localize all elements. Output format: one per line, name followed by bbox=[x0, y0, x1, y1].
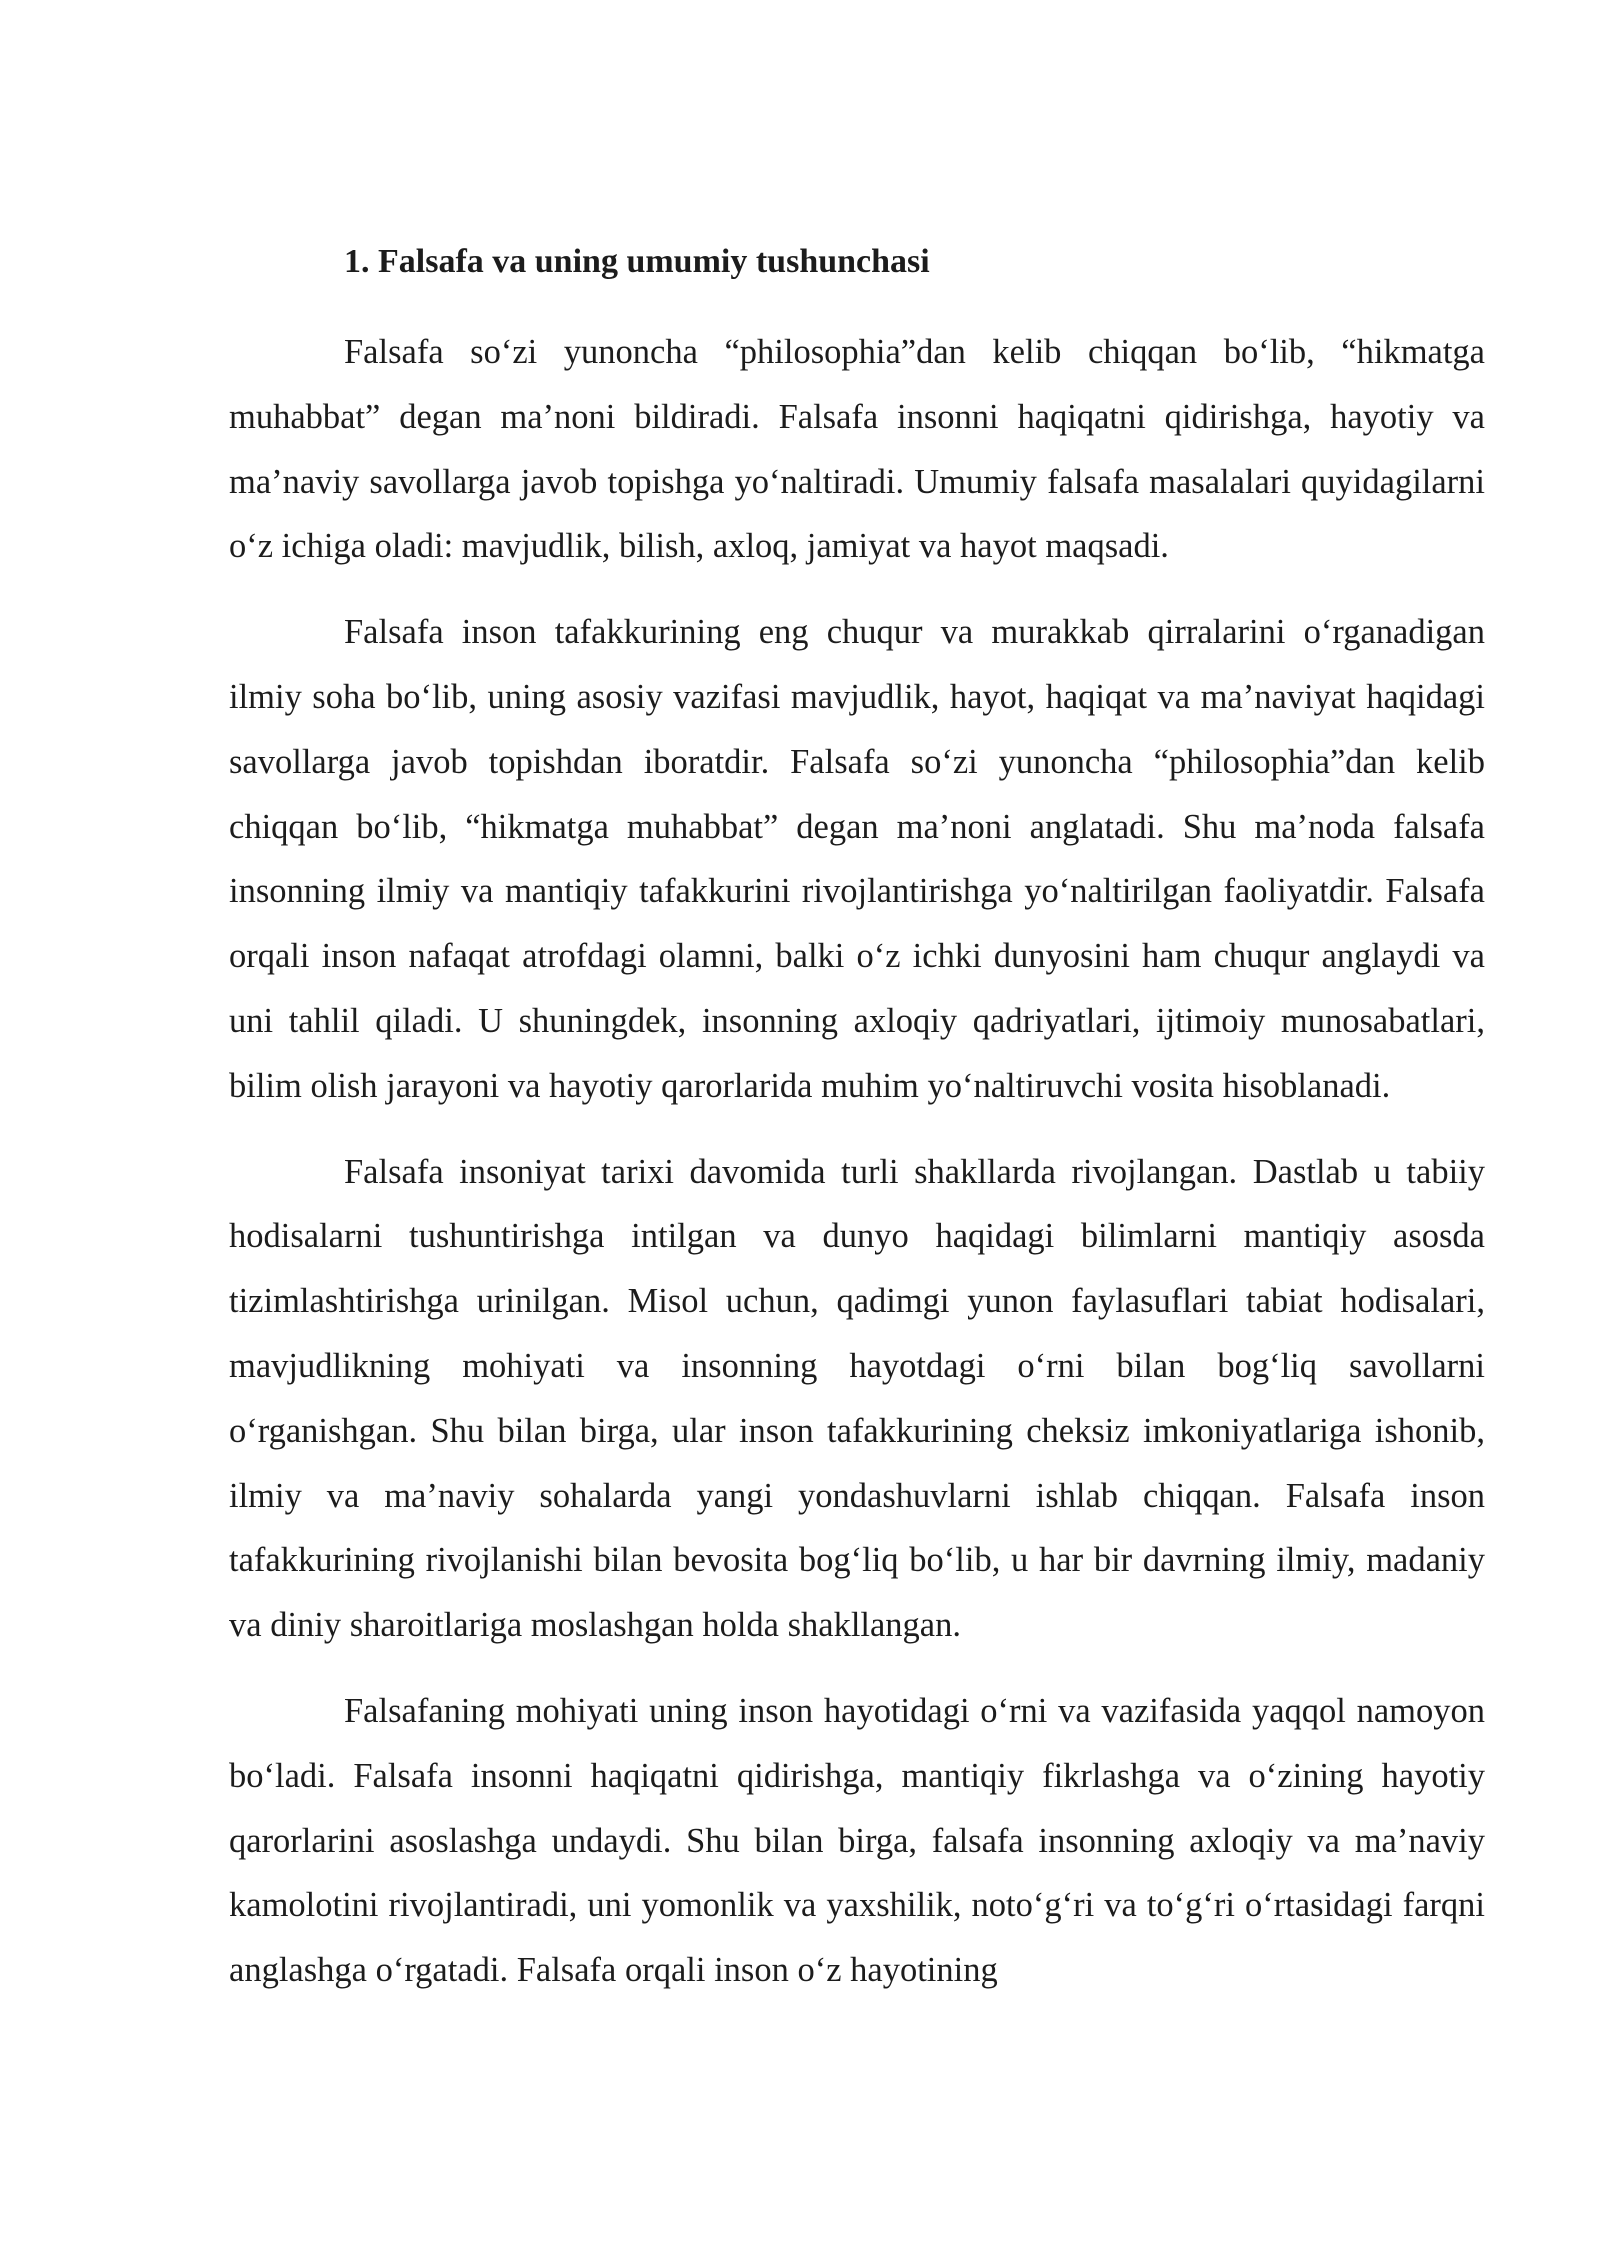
paragraph-3: Falsafa insoniyat tarixi davomida turli shakllarda rivojlangan. Dastlab u tabiiy hodisalarni tushuntirishga intilgan va dunyo haqidagi bilimlarni mantiqiy asosda tizimlashtirishga urinilgan. Misol uchun, qadimgi yunon faylasuflari tabiat hodisalari, mavjudlikning mohiyati va insonning hayotdagi o‘rni bilan bog‘liq savollarni o‘rganishgan. Shu bilan birga, ular inson tafakkurining cheksiz imkoniyatlariga ishonib, ilmiy va ma’naviy sohalarda yangi yondashuvlarni ishlab chiqqan. Falsafa inson tafakkurining rivojlanishi bilan bevosita bog‘liq bo‘lib, u har bir davrning ilmiy, madaniy va diniy sharoitlariga moslashgan holda shakllangan. bbox=[229, 1152, 1485, 1645]
paragraph-1: Falsafa so‘zi yunoncha “philosophia”dan kelib chiqqan bo‘lib, “hikmatga muhabbat” degan ma’noni bildiradi. Falsafa insonni haqiqatni qidirishga, hayotiy va ma’naviy savollarga javob topishga yo‘naltiradi. Umumiy falsafa masalalari quyidagilarni o‘z ichiga oladi: mavjudlik, bilish, axloq, jamiyat va hayot maqsadi. bbox=[229, 333, 1485, 566]
section-heading: 1. Falsafa va uning umumiy tushunchasi bbox=[344, 243, 930, 280]
paragraph-4: Falsafaning mohiyati uning inson hayotidagi o‘rni va vazifasida yaqqol namoyon bo‘ladi. Falsafa insonni haqiqatni qidirishga, mantiqiy fikrlashga va o‘zining hayotiy qarorlarini asoslashga undaydi. Shu bilan birga, falsafa insonning axloqiy va ma’naviy kamolotini rivojlantiradi, uni yomonlik va yaxshilik, noto‘g‘ri va to‘g‘ri o‘rtasidagi farqni anglashga o‘rgatadi. Falsafa orqali inson o‘z hayotining bbox=[229, 1691, 1485, 1990]
document-body bbox=[229, 238, 1485, 2003]
paragraph-2: Falsafa inson tafakkurining eng chuqur va murakkab qirralarini o‘rganadigan ilmiy soha bo‘lib, uning asosiy vazifasi mavjudlik, hayot, haqiqat va ma’naviyat haqidagi savollarga javob topishdan iboratdir. Falsafa so‘zi yunoncha “philosophia”dan kelib chiqqan bo‘lib, “hikmatga muhabbat” degan ma’noni anglatadi. Shu ma’noda falsafa insonning ilmiy va mantiqiy tafakkurini rivojlantirishga yo‘naltirilgan faoliyatdir. Falsafa orqali inson nafaqat atrofdagi olamni, balki o‘z ichki dunyosini ham chuqur anglaydi va uni tahlil qiladi. U shuningdek, insonning axloqiy qadriyatlari, ijtimoiy munosabatlari, bilim olish jarayoni va hayotiy qarorlarida muhim yo‘naltiruvchi vosita hisoblanadi. bbox=[229, 613, 1485, 1105]
